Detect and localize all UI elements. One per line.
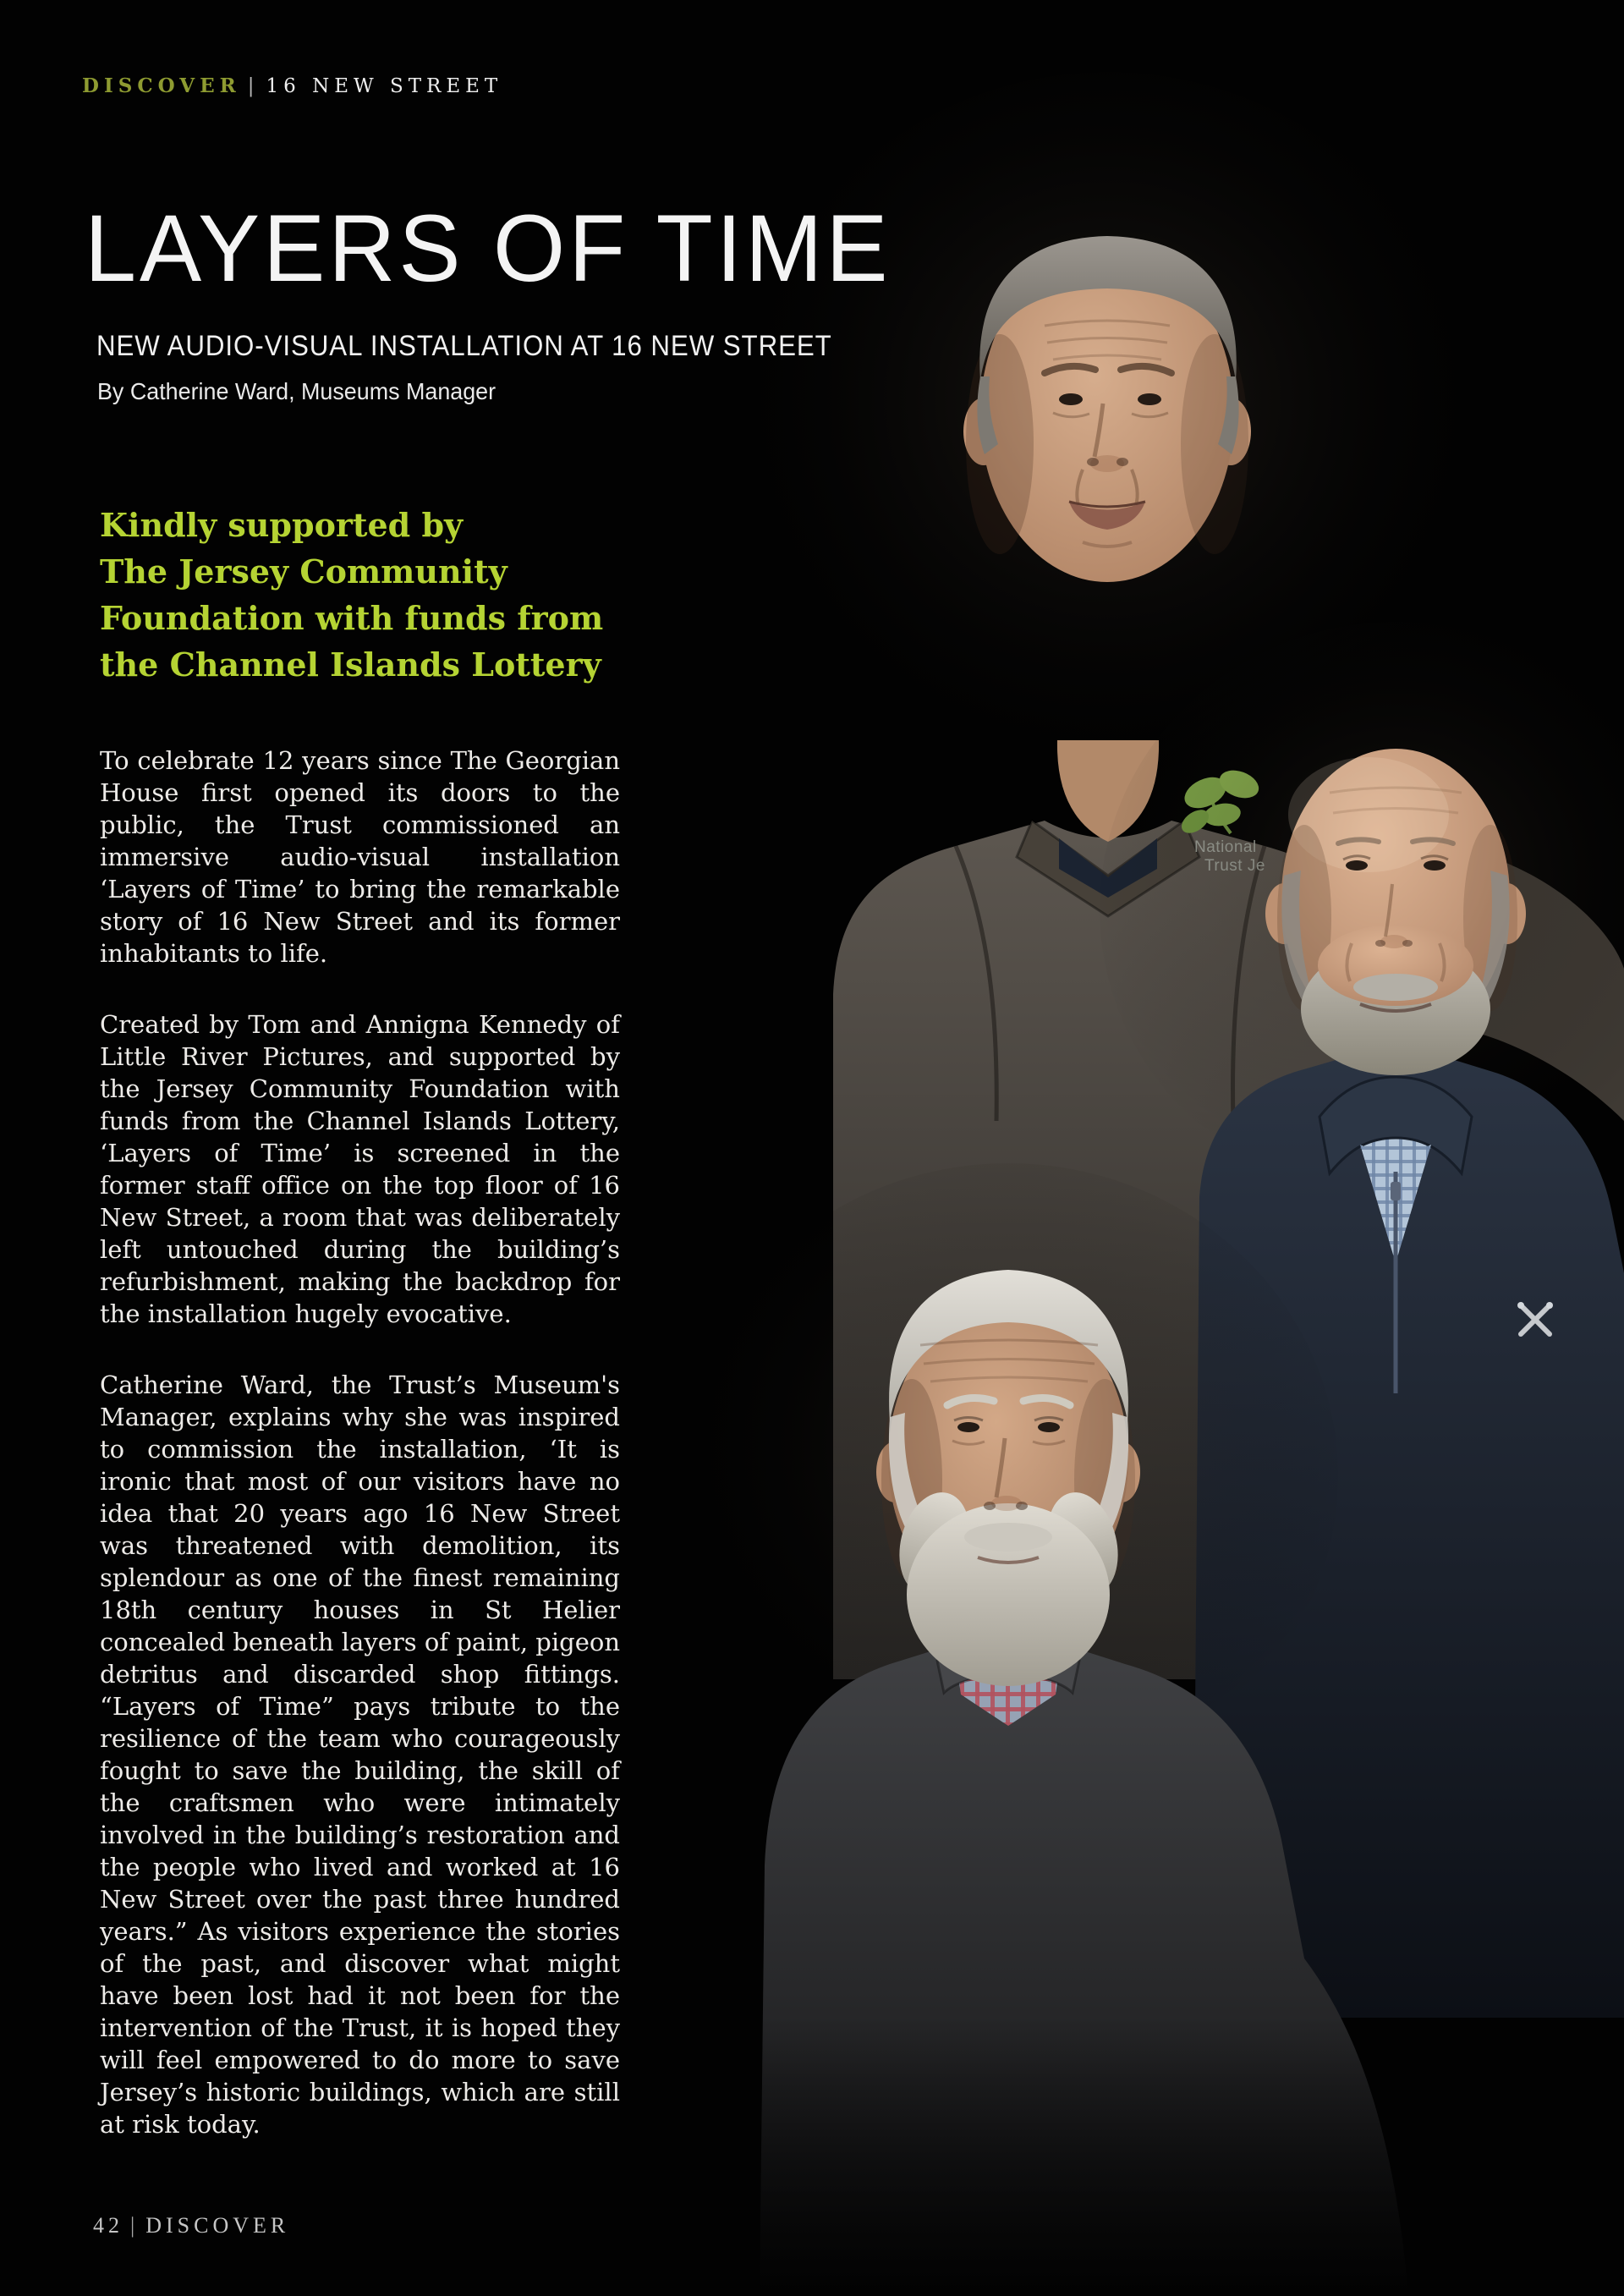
supporter-note-line: Kindly supported by	[100, 506, 464, 544]
page-footer	[93, 2213, 289, 2238]
body-paragraph: Created by Tom and Annigna Kennedy of Little River Pictures, and supported by the Jersey Community Foundation with funds from the Channel Islands Lottery, ‘Layers of Time’ is screened in the former staff office on the top floor of 16 New Street, a room that was deliberately left untouched during the building’s refurbishment, making the backdrop for the installation hugely evocative.	[100, 1010, 620, 1328]
supporter-note	[100, 502, 603, 688]
article-title: LAYERS OF TIME	[85, 195, 892, 301]
article-subtitle: NEW AUDIO-VISUAL INSTALLATION AT 16 NEW STREET	[96, 330, 832, 362]
kicker-section-name: 16 NEW STREET	[266, 75, 503, 97]
page-kicker	[82, 74, 502, 97]
footer-page-number: 42	[93, 2213, 123, 2238]
kicker-magazine-name: DISCOVER	[82, 74, 241, 97]
body-paragraph: To celebrate 12 years since The Georgian House first opened its doors to the public, the Trust commissioned an immersive audio-visual installation ‘Layers of Time’ to bring the remarkable story of 16 New Street and its former inhabitants to life.	[100, 746, 620, 968]
article-body	[100, 744, 620, 2179]
kicker-divider: |	[247, 75, 260, 97]
footer-divider: |	[130, 2213, 140, 2238]
supporter-note-line: the Channel Islands Lottery	[100, 645, 601, 684]
body-paragraph: Catherine Ward, the Trust’s Museum's Manager, explains why she was inspired to commission the installation, ‘It is ironic that most of our visitors have no idea that 20 years ago 16 New Street was threatened with demolition, its splendour as one of the finest remaining 18th century houses in St Helier concealed beneath layers of paint, pigeon detritus and discarded shop fittings. “Layers of Time” pays tribute to the resilience of the team who courageously fought to save the building, the skill of the craftsmen who were intimately involved in the building’s restoration and the people who lived and worked at 16 New Street over the past three hundred years.” As visitors experience the stories of the past, and discover what might have been lost had it not been for the intervention of the Trust, it is hoped they will feel empowered to do more to save Jersey’s historic buildings, which are still at risk today.	[100, 1370, 620, 2139]
footer-magazine-name: DISCOVER	[145, 2213, 290, 2238]
supporter-note-line: The Jersey Community	[100, 552, 508, 590]
supporter-note-line: Foundation with funds from	[100, 599, 604, 637]
article-byline: By Catherine Ward, Museums Manager	[97, 378, 497, 404]
